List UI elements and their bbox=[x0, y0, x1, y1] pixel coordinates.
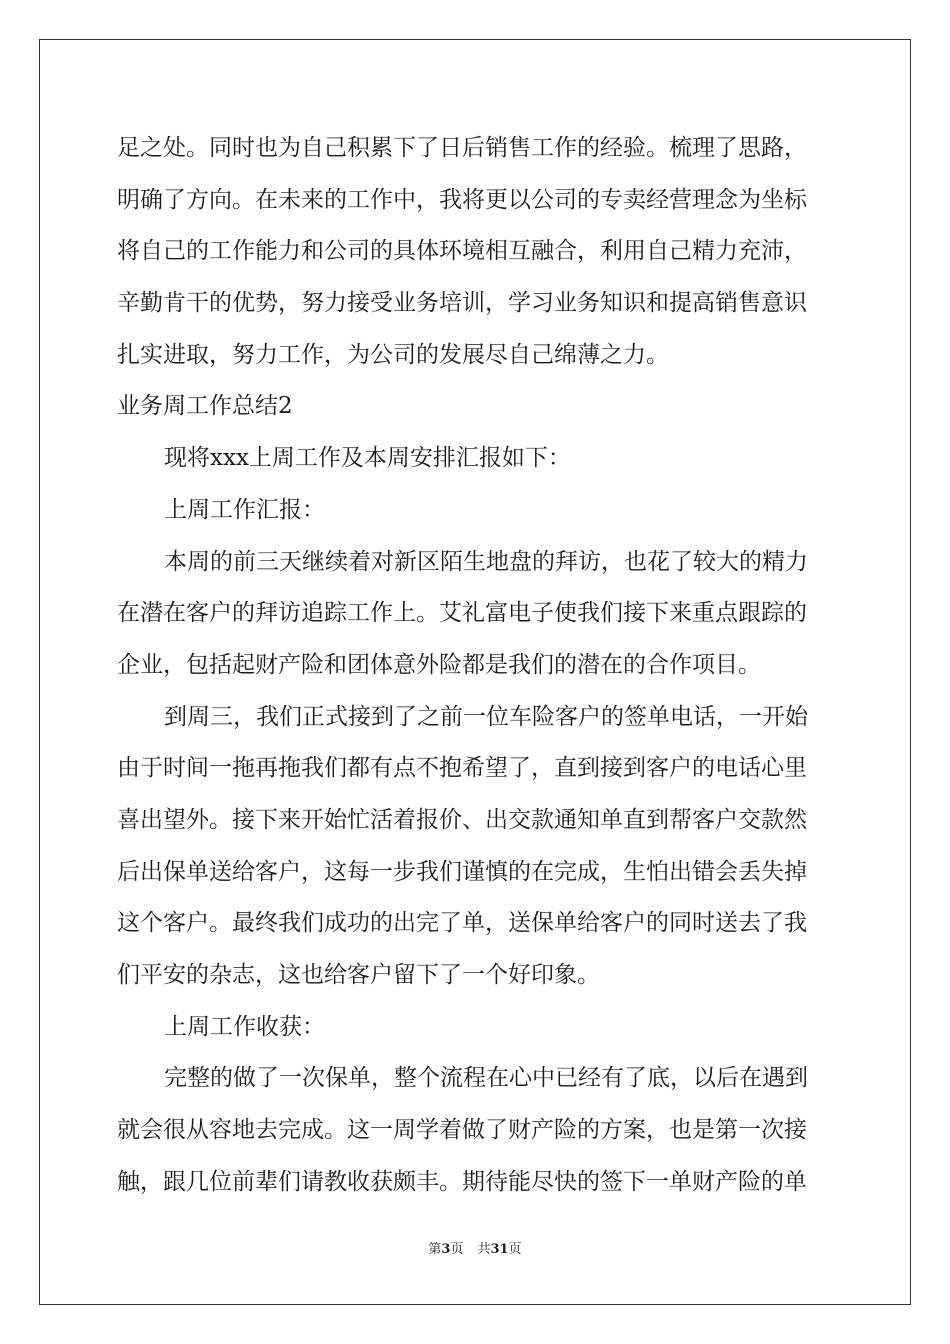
text-line: 扎实进取，努力工作，为公司的发展尽自己绵薄之力。 bbox=[117, 341, 669, 368]
text-line: 辛勤肯干的优势，努力接受业务培训，学习业务知识和提高销售意识 bbox=[117, 290, 807, 317]
text-line: 本周的前三天继续着对新区陌生地盘的拜访，也花了较大的精力 bbox=[164, 548, 808, 575]
text-line: 明确了方向。在未来的工作中，我将更以公司的专卖经营理念为坐标 bbox=[117, 186, 807, 213]
text-line: 喜出望外。接下来开始忙活着报价、出交款通知单直到帮客户交款然 bbox=[117, 806, 807, 833]
total-prefix: 共 bbox=[477, 1242, 491, 1257]
text-line: 由于时间一拖再拖我们都有点不抱希望了，直到接到客户的电话心里 bbox=[117, 755, 807, 782]
document-body bbox=[117, 123, 833, 1208]
page-footer bbox=[0, 1240, 950, 1260]
text-line: 后出保单送给客户，这每一步我们谨慎的在完成，生怕出错会丢失掉 bbox=[117, 858, 807, 885]
text-line: 这个客户。最终我们成功的出完了单，送保单给客户的同时送去了我 bbox=[117, 910, 807, 937]
text-line: 完整的做了一次保单，整个流程在心中已经有了底，以后在遇到 bbox=[164, 1065, 808, 1092]
subsection-heading: 上周工作收获： bbox=[164, 1013, 325, 1040]
text-line: 就会很从容地去完成。这一周学着做了财产险的方案，也是第一次接 bbox=[117, 1117, 807, 1144]
text-line: 们平安的杂志，这也给客户留下了一个好印象。 bbox=[117, 962, 600, 988]
page-suffix: 页 bbox=[450, 1242, 464, 1257]
text-line: 到周三，我们正式接到了之前一位车险客户的签单电话，一开始 bbox=[164, 703, 808, 730]
text-line: 企业，包括起财产险和团体意外险都是我们的潜在的合作项目。 bbox=[117, 651, 761, 678]
text-line: 足之处。同时也为自己积累下了日后销售工作的经验。梳理了思路， bbox=[117, 135, 807, 161]
text-line: 将自己的工作能力和公司的具体环境相互融合，利用自己精力充沛， bbox=[117, 238, 807, 265]
subsection-heading: 上周工作汇报： bbox=[164, 496, 325, 523]
text-line: 在潜在客户的拜访追踪工作上。艾礼富电子使我们接下来重点跟踪的 bbox=[117, 600, 807, 627]
total-suffix: 页 bbox=[508, 1242, 522, 1257]
total-pages: 31 bbox=[490, 1242, 509, 1257]
text-line: 现将xxx上周工作及本周安排汇报如下： bbox=[164, 445, 571, 472]
text-line: 触，跟几位前辈们请教收获颇丰。期待能尽快的签下一单财产险的单 bbox=[117, 1168, 807, 1195]
page-prefix: 第 bbox=[428, 1242, 442, 1257]
section-heading: 业务周工作总结2 bbox=[117, 393, 293, 420]
page-number: 3 bbox=[441, 1242, 451, 1257]
